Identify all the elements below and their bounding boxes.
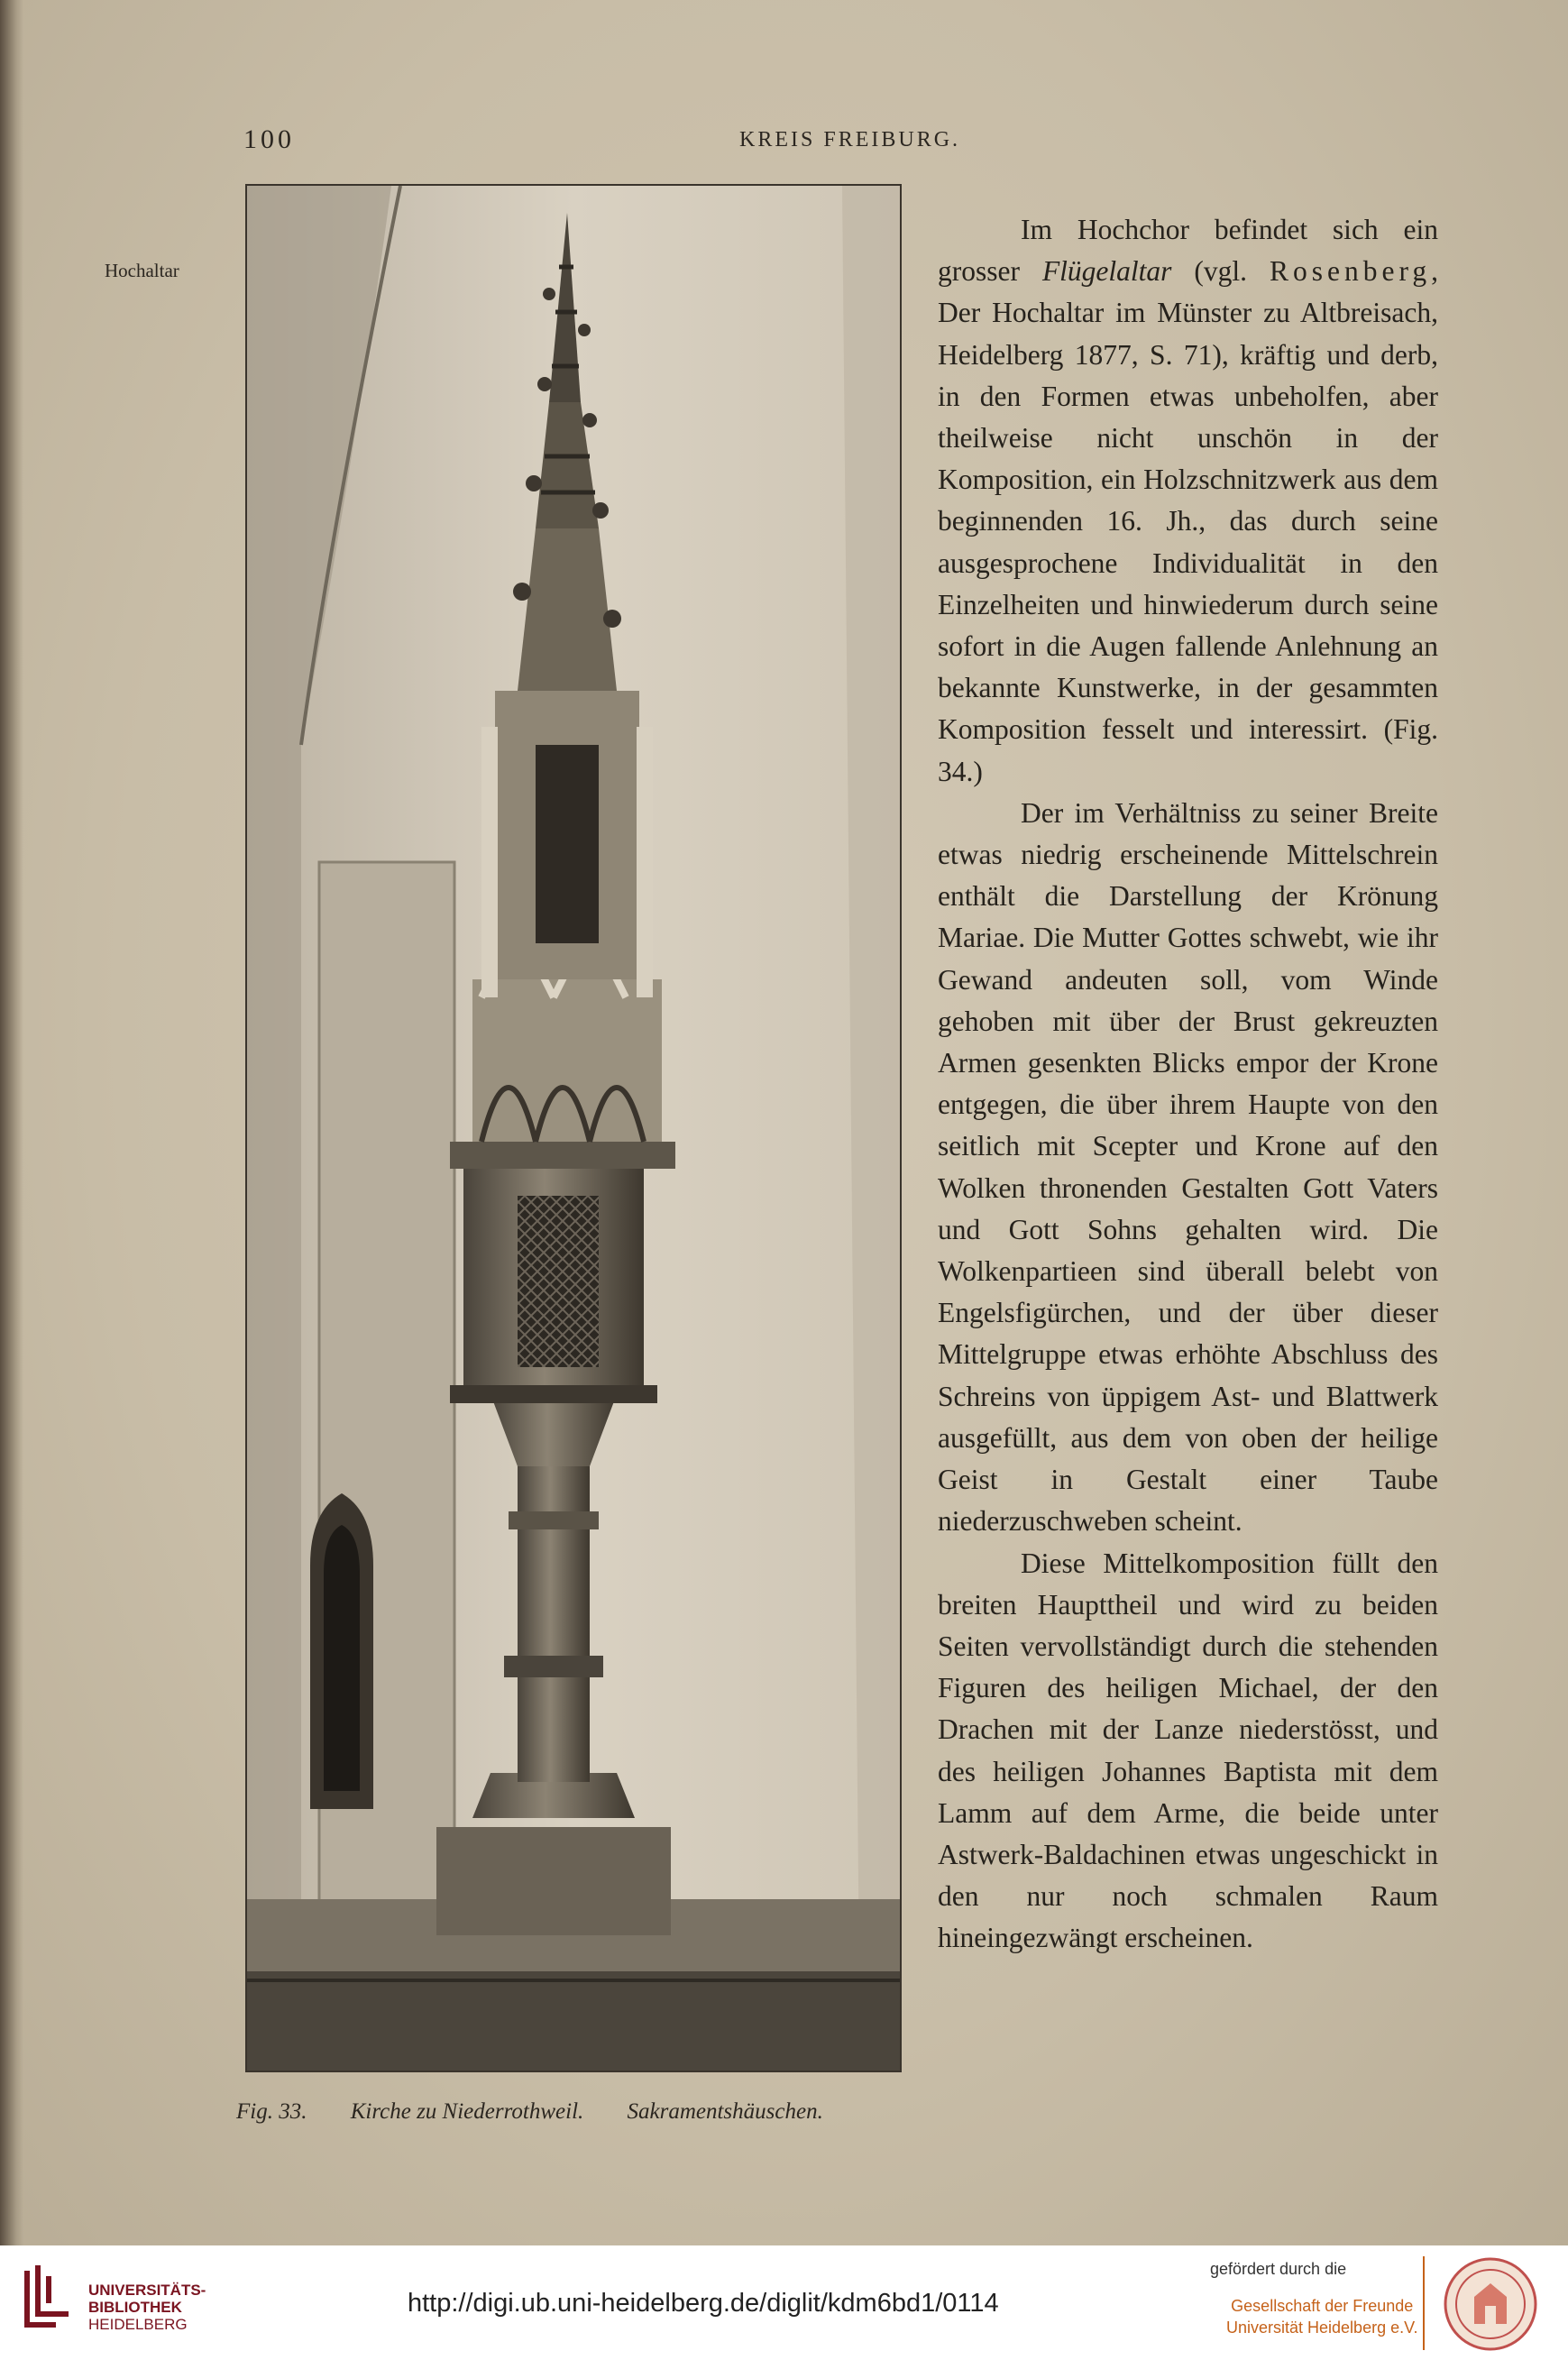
running-head: KREIS FREIBURG.: [739, 128, 961, 152]
university-seal-icon[interactable]: [1443, 2256, 1538, 2352]
sponsor-name[interactable]: Gesellschaft der Freunde Universität Heidelberg e.V.: [1226, 2297, 1418, 2337]
figure-number: Fig. 33.: [236, 2099, 307, 2124]
sponsor-divider: [1423, 2256, 1425, 2350]
page-number: 100: [243, 124, 295, 154]
figure-location: Kirche zu Niederrothweil.: [350, 2099, 584, 2124]
spaced-author-name: Rosenberg: [1269, 255, 1432, 288]
figure-caption: [236, 2099, 922, 2125]
figure-title: Sakramentshäuschen.: [627, 2099, 823, 2124]
paragraph-3: Diese Mittelkomposition füllt den breiten Haupttheil und wird zu beiden Seiten vervollständigt durch die stehenden Figuren des heiligen Michael, der den Drachen mit der Lanze niederstösst, und des heiligen Johannes Baptista mit dem Lamm auf dem Arme, die beide unter Astwerk-Baldachinen etwas ungeschickt in den nur noch schmalen Raum hineingezwängt erscheinen.: [938, 1547, 1438, 1954]
page-spine-shadow: [0, 0, 23, 2245]
paragraph-2: Der im Verhältniss zu seiner Breite etwas niedrig erscheinende Mittelschrein enthält die Darstellung der Krönung Mariae. Die Mutter Gottes schwebt, wie ihr Gewand andeuten soll, vom Winde gehoben mit über der Brust gekreuzten Armen gesenkten Blicks empor der Krone entgegen, die über ihrem Haupte von den seitlich mit Scepter und Krone auf den Wolken thronenden Gestalten Gott Vaters und Gott Sohns gehalten wird. Die Wolkenpartieen sind überall belebt von Engelsfigürchen, und der über dieser Mittelgruppe etwas erhöhte Abschluss des Schreins von üppigem Ast- und Blattwerk ausgefüllt, aus dem von oben der heilige Geist in Gestalt einer Taube niederzuschweben scheint.: [938, 796, 1438, 1538]
footer-bar: [0, 2245, 1568, 2360]
body-text: [938, 209, 1438, 1960]
library-name[interactable]: UNIVERSITÄTS- BIBLIOTHEK HEIDELBERG: [88, 2282, 206, 2333]
emphasis-fluegelaltar: Flügelaltar: [1041, 255, 1172, 288]
university-library-logo-icon[interactable]: [20, 2262, 76, 2332]
figure-photograph: [245, 184, 902, 2072]
sacrament-house-illustration: [247, 186, 900, 2071]
permalink-url[interactable]: http://digi.ub.uni-heidelberg.de/diglit/kdm6bd1/0114: [408, 2289, 999, 2318]
margin-note: Hochaltar: [105, 260, 179, 281]
sponsor-label: gefördert durch die: [1210, 2260, 1347, 2278]
paragraph-1: Im Hochchor befindet sich ein grosser Flügelaltar (vgl. Rosenberg, Der Hochaltar im Münster zu Altbreisach, Heidelberg 1877, S. 71), kräftig und derb, in den Formen etwas unbeholfen, aber theilweise nicht unschön in der Komposition, ein Holzschnitzwerk aus dem beginnenden 16. Jh., das durch seine ausgesprochene Individualität in den Einzelheiten und hinwiederum durch seine sofort in die Augen fallende Anlehnung an bekannte Kunstwerke, in der gesammten Komposition fesselt und interessirt. (Fig. 34.): [938, 214, 1438, 787]
